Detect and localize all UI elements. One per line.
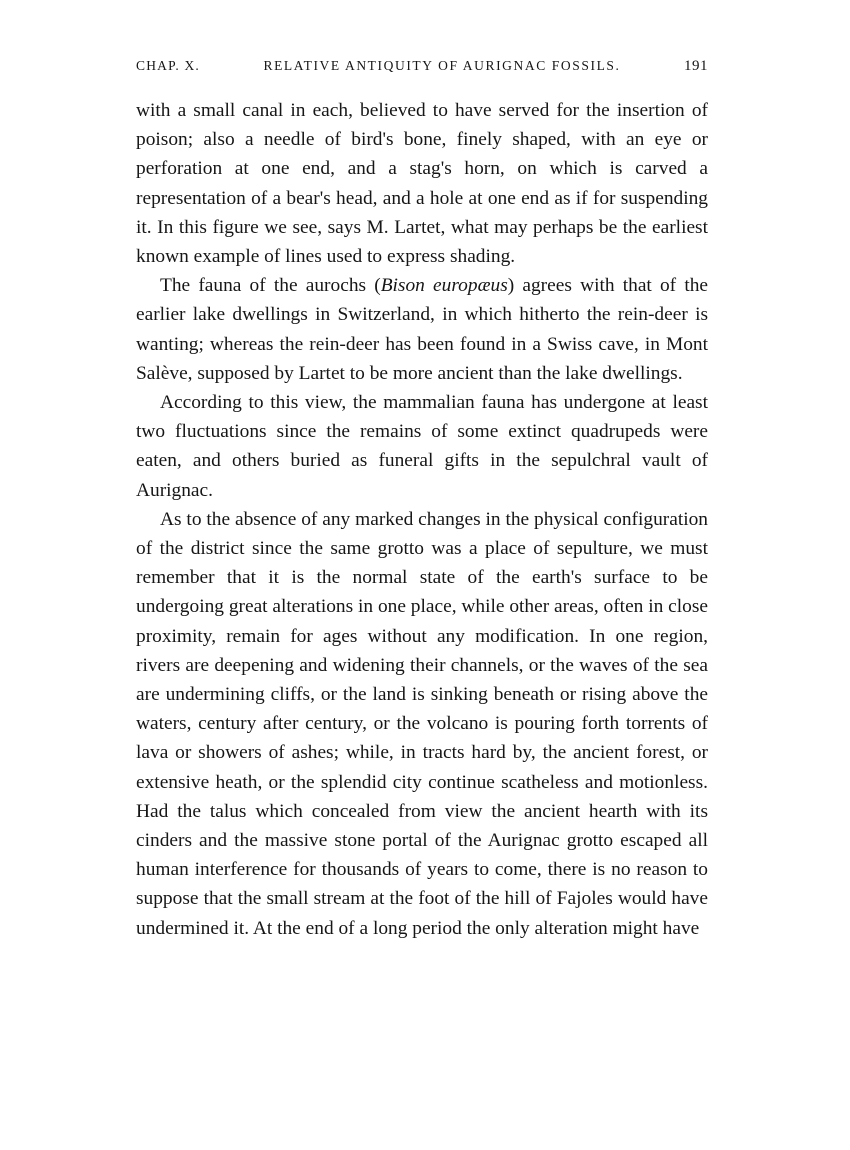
- book-page: [136, 58, 708, 943]
- paragraph-1: with a small canal in each, believed to have served for the insertion of poison; also a needle of bird's bone, finely shaped, with an eye or perforation at one end, and a stag's horn, on which is carved a representation of a bear's head, and a hole at one end as if for suspending it. In this figure we see, says M. Lartet, what may perhaps be the earliest known example of lines used to express shading.: [136, 100, 708, 268]
- chapter-label: CHAP. X.: [136, 58, 200, 73]
- paragraph-4: As to the absence of any marked changes in the physical configuration of the district since the same grotto was a place of sepulture, we must remember that it is the normal state of the earth's surface to be undergoing great alterations in one place, while other areas, often in close proximity, remain for ages without any modification. In one region, rivers are deepening and widening their channels, or the waves of the sea are undermining cliffs, or the land is sinking beneath or rising above the waters, century after century, or the volcano is pouring forth torrents of lava or showers of ashes; while, in tracts hard by, the ancient forest, or extensive heath, or the splendid city continue scatheless and motionless. Had the talus which concealed from view the ancient hearth with its cinders and the massive stone portal of the Aurignac grotto escaped all human interference for thousands of years to come, there is no reason to suppose that the small stream at the foot of the hill of Fajoles would have undermined it. At the end of a long period the only alteration might have: [136, 508, 708, 939]
- paragraph-3: According to this view, the mammalian fauna has undergone at least two fluctuations since the remains of some extinct quadrupeds were eaten, and others buried as funeral gifts in the sepulchral vault of Aurignac.: [136, 392, 708, 501]
- paragraph-2-text-b: ) agrees with that of the earlier lake dwellings in Switzerland, in which hitherto the rein-deer is wanting; whereas the rein-deer has been found in a Swiss cave, in Mont Salève, supposed by Lartet to be more ancient than the lake dwellings.: [136, 275, 709, 384]
- species-name: Bison europæus: [380, 275, 508, 297]
- paragraph-2: [136, 271, 708, 388]
- page-number: 191: [683, 58, 708, 74]
- running-title: RELATIVE ANTIQUITY OF AURIGNAC FOSSILS.: [263, 58, 621, 73]
- running-head: [136, 58, 708, 82]
- paragraph-2-text-a: The fauna of the aurochs (: [160, 275, 381, 297]
- body-text: [136, 96, 708, 943]
